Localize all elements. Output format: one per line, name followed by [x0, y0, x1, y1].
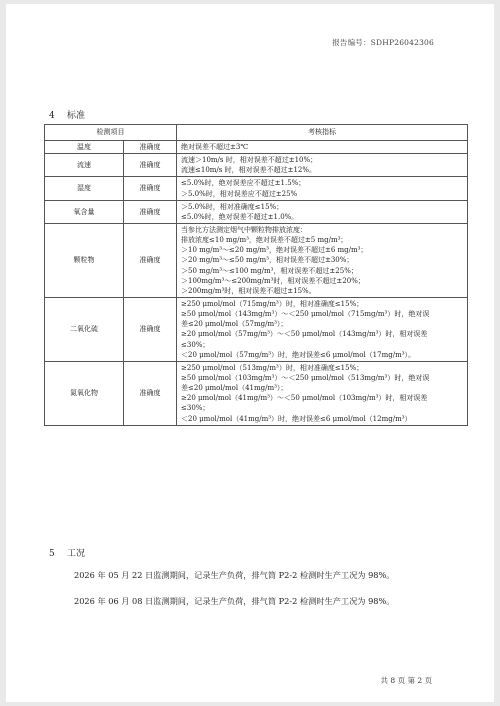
header-indicator: 考核指标: [177, 125, 468, 141]
cell-item: 氧含量: [45, 200, 124, 223]
section-number: 4: [49, 111, 55, 121]
cell-indicator: [177, 223, 468, 297]
cell-type: 准确度: [124, 361, 177, 425]
cell-type: 准确度: [124, 177, 177, 200]
table-row: [45, 361, 468, 425]
section-5-heading: [49, 546, 85, 559]
cell-indicator: [177, 177, 468, 200]
header-item: 检测项目: [45, 125, 177, 141]
table-row: [45, 154, 468, 177]
report-number: 报告编号：SDHP26042306: [332, 38, 434, 47]
cell-indicator: [177, 297, 468, 361]
table-row: [45, 141, 468, 154]
indicator-line: ≥250 μmol/mol（513mg/m³）时，相对准确度≤15%；: [181, 363, 364, 372]
indicator-line: ≥250 μmol/mol（715mg/m³）时，相对准确度≤15%；: [181, 299, 364, 308]
indicator-line: ＞5.0%时，相对误差应不超过±25%: [181, 189, 298, 198]
indicator-line: 流速≤10m/s 时，相对误差不超过±12%。: [181, 166, 317, 175]
cell-indicator: [177, 154, 468, 177]
cell-indicator: [177, 141, 468, 154]
indicator-line: ≤5.0%时，绝对误差应不超过±1.5%；: [181, 179, 306, 188]
indicator-line: 排放浓度≤10 mg/m³，绝对误差不超过±5 mg/m³；: [181, 236, 348, 245]
indicator-line: ＜20 μmol/mol（57mg/m³）时，绝对误差≤6 μmol/mol（17mg/m³）。: [181, 350, 416, 359]
indicator-line: ≤30%；: [181, 340, 210, 349]
cell-type: 准确度: [124, 141, 177, 154]
cell-indicator: [177, 361, 468, 425]
indicator-line: 流速＞10m/s 时，相对误差不超过±10%；: [181, 156, 318, 165]
paragraph: 2026 年 06 月 08 日监测期间，记录生产负荷，排气筒 P2-2 检测时生产工况为 98%。: [74, 596, 395, 606]
table-row: [45, 223, 468, 297]
section-number: 5: [49, 549, 55, 559]
indicator-line: 差≤20 μmol/mol（41mg/m³）；: [181, 384, 288, 393]
table-header-row: [45, 125, 468, 141]
cell-item: 湿度: [45, 177, 124, 200]
cell-item: 颗粒物: [45, 223, 124, 297]
indicator-line: ＞200mg/m³时，相对误差不超过±15%。: [181, 286, 316, 295]
indicator-line: ≤5.0%时，绝对误差不超过±1.0%。: [181, 212, 299, 221]
indicator-line: ≥50 μmol/mol（143mg/m³）～＜250 μmol/mol（715mg/m³）时，绝对误: [181, 310, 430, 319]
cell-indicator: [177, 200, 468, 223]
indicator-line: ≥20 μmol/mol（41mg/m³）～＜50 μmol/mol（103mg/m³）时，相对误差: [181, 394, 428, 403]
section-title: 标准: [67, 111, 86, 121]
cell-type: 准确度: [124, 154, 177, 177]
indicator-line: ＞100mg/m³～≤200mg/m³时，相对误差不超过±20%；: [181, 276, 365, 285]
page-footer: 共 8 页 第 2 页: [380, 676, 432, 685]
table-row: [45, 297, 468, 361]
document-page: [6, 4, 494, 702]
cell-item: 温度: [45, 141, 124, 154]
section-title: 工况: [67, 549, 86, 559]
cell-item: 二氧化硫: [45, 297, 124, 361]
table-row: [45, 177, 468, 200]
indicator-line: ≥20 μmol/mol（57mg/m³）～＜50 μmol/mol（143mg/m³）时，相对误差: [181, 330, 428, 339]
cell-type: 准确度: [124, 223, 177, 297]
indicator-line: ＞20 mg/m³～≤50 mg/m³，相对误差不超过±30%；: [181, 256, 354, 265]
table-row: [45, 200, 468, 223]
indicator-line: ≥50 μmol/mol（103mg/m³）～＜250 μmol/mol（513mg/m³）时，绝对误: [181, 373, 430, 382]
indicator-line: ≤30%；: [181, 404, 210, 413]
indicator-line: ＞50 mg/m³～≤100 mg/m³，相对误差不超过±25%；: [181, 266, 358, 275]
cell-item: 流速: [45, 154, 124, 177]
indicator-line: ＞5.0%时，相对准确度≤15%；: [181, 202, 284, 211]
indicator-line: 差≤20 μmol/mol（57mg/m³）；: [181, 320, 288, 329]
indicator-line: 当参比方法测定烟气中颗粒物排放浓度：: [181, 225, 307, 234]
cell-type: 准确度: [124, 297, 177, 361]
indicator-line: 绝对误差不超过±3℃: [181, 143, 249, 151]
cell-type: 准确度: [124, 200, 177, 223]
standards-table: [44, 124, 468, 426]
section-4-heading: [49, 108, 85, 121]
cell-item: 氮氧化物: [45, 361, 124, 425]
paragraph: 2026 年 05 月 22 日监测期间，记录生产负荷，排气筒 P2-2 检测时生产工况为 98%。: [74, 570, 395, 580]
indicator-line: ＜20 μmol/mol（41mg/m³）时，绝对误差≤6 μmol/mol（12mg/m³）: [181, 414, 412, 423]
indicator-line: ＞10 mg/m³～≤20 mg/m³，绝对误差不超过±6 mg/m³；: [181, 246, 368, 255]
